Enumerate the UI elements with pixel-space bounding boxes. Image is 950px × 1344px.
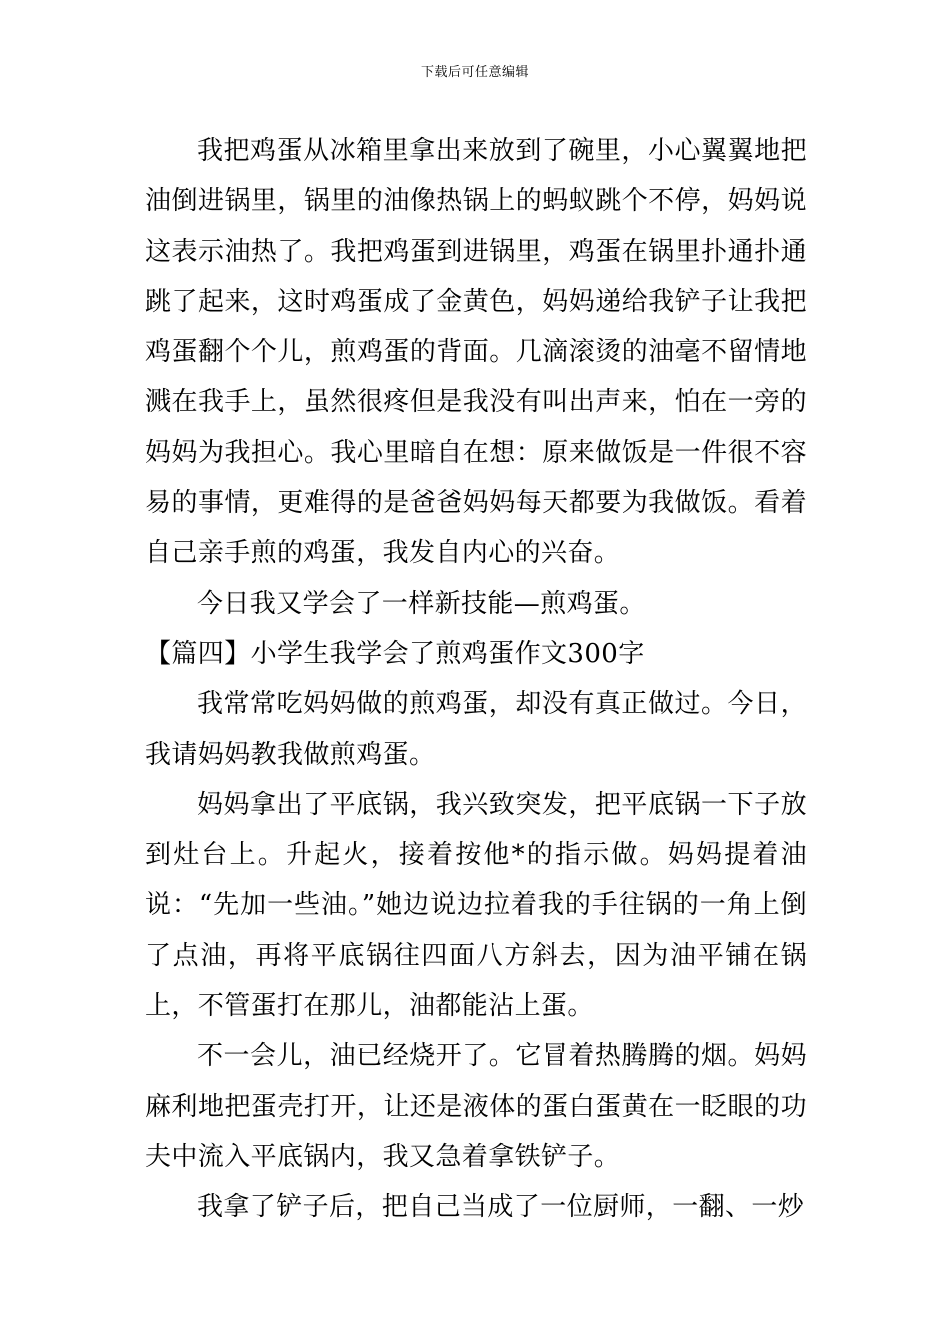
paragraph: 今日我又学会了一样新技能—煎鸡蛋。 xyxy=(197,588,646,619)
paragraph: 我把鸡蛋从冰箱里拿出来放到了碗里，小心翼翼地把油倒进锅里，锅里的油像热锅上的蚂蚁跳个不停，妈妈说这表示油热了。我把鸡蛋到进锅里，鸡蛋在锅里扑通扑通跳了起来，这时鸡蛋成了金黄色，妈妈递给我铲子让我把鸡蛋翻个个儿，煎鸡蛋的背面。几滴滚烫的油毫不留情地溅在我手上，虽然很疼但是我没有叫出声来，怕在一旁的妈妈为我担心。我心里暗自在想：原来做饭是一件很不容易的事情，更难得的是爸爸妈妈每天都要为我做饭。看着自己亲手煎的鸡蛋，我发自内心的兴奋。 xyxy=(145,136,807,569)
paragraph: 我拿了铲子后，把自己当成了一位厨师，一翻、一炒 xyxy=(197,1192,805,1223)
page-header-note: 下载后可任意编辑 xyxy=(420,65,529,80)
section-heading: 【篇四】小学生我学会了煎鸡蛋作文300字 xyxy=(145,638,645,669)
document-body xyxy=(145,126,807,1233)
paragraph: 妈妈拿出了平底锅，我兴致突发，把平底锅一下子放到灶台上。升起火，接着按他*的指示做。妈妈提着油说：“先加一些油。”她边说边拉着我的手往锅的一角上倒了点油，再将平底锅往四面八方斜去，因为油平铺在锅上，不管蛋打在那儿，油都能沾上蛋。 xyxy=(145,789,807,1022)
paragraph: 我常常吃妈妈做的煎鸡蛋，却没有真正做过。今日，我请妈妈教我做煎鸡蛋。 xyxy=(145,689,807,770)
paragraph: 不一会儿，油已经烧开了。它冒着热腾腾的烟。妈妈麻利地把蛋壳打开，让还是液体的蛋白蛋黄在一眨眼的功夫中流入平底锅内，我又急着拿铁铲子。 xyxy=(145,1041,807,1172)
